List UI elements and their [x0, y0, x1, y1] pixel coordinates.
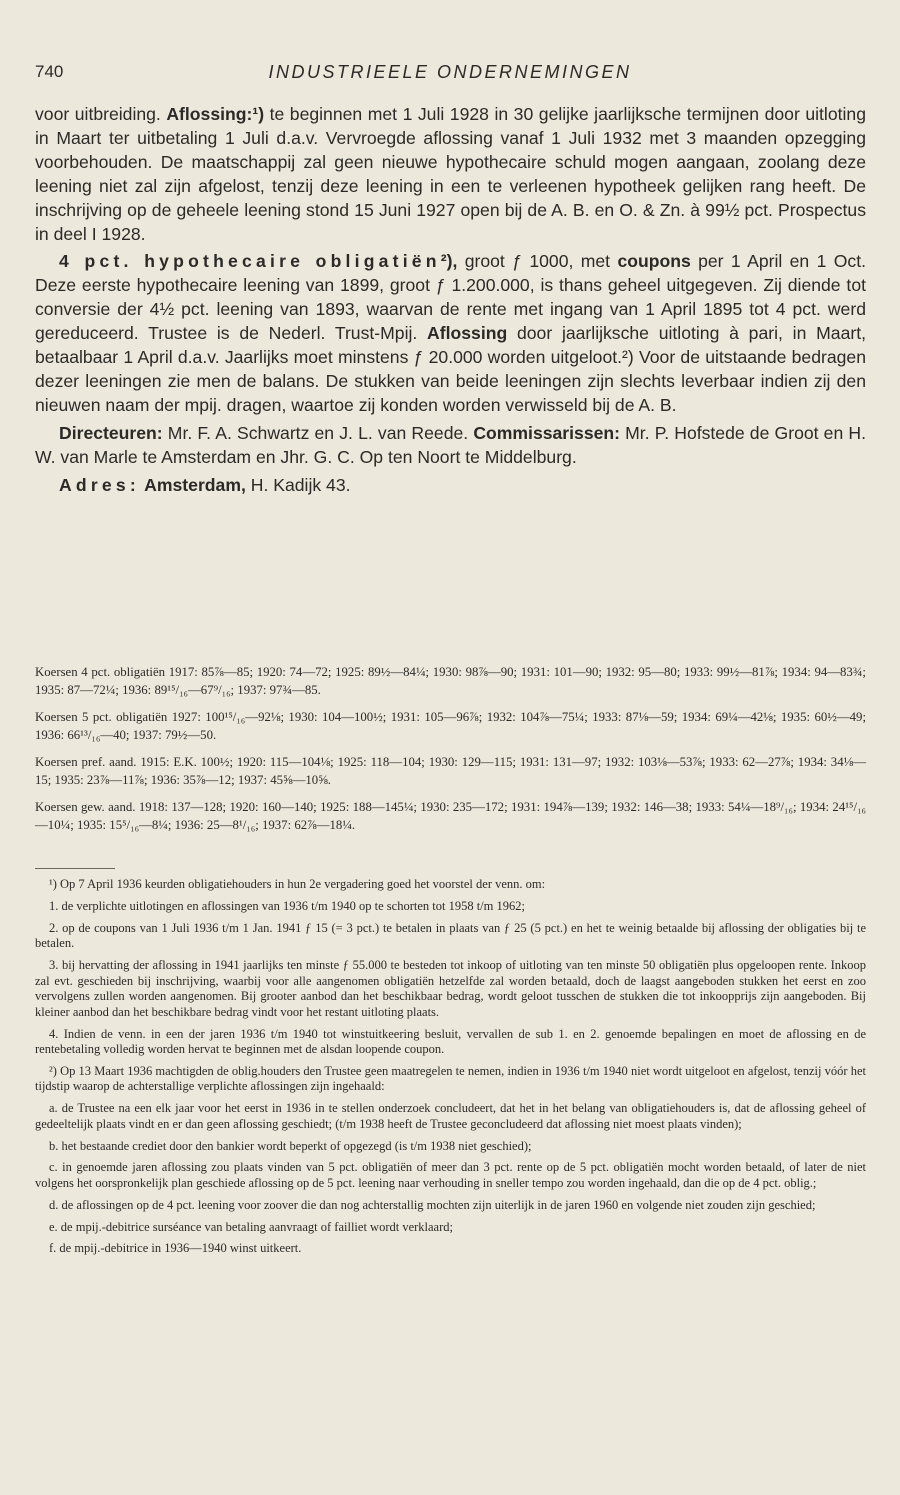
bold-run: Amsterdam,: [139, 474, 246, 495]
text-run: Mr. P. Hofstede de Groot en H. W. van Marle te Amsterdam en Jhr. G. C. Op ten Noort te Middelburg.: [35, 422, 867, 467]
text-run: door jaarlijksche uitloting à pari, in Maart, betaalbaar 1 April d.a.v. Jaarlijks moet minstens ƒ 20.000 worden uitgeloot.²) Voor de uitstaande bedragen dezer leeningen zie men de balans. De stukken van beide leeningen zijn slechts leverbaar indien zij den nieuwen naam der mpij. dragen, waartoe zij konden worden verwisseld bij de A. B.: [35, 323, 866, 415]
footnote: ¹) Op 7 April 1936 keurden obligatiehouders in hun 2e vergadering goed het voorstel der venn. om:: [49, 877, 546, 891]
spaced-heading: 4 pct. hypothecaire obligatiën: [59, 251, 441, 272]
koersen-line: Koersen 5 pct. obligatiën 1927: 100¹⁵/₁₆—92⅛; 1930: 104—100½; 1931: 105—96⅞; 1932: 104⅞—75¼; 1933: 87⅛—59; 1934: 69¼—42⅛; 1935: 60½—49; 1936: 66¹³/₁₆—40; 1937: 79½—50.: [35, 710, 866, 742]
bold-run: Directeuren:: [59, 422, 163, 443]
footnote: 1. de verplichte uitlotingen en aflossingen van 1936 t/m 1940 op te schorten tot 1958 t/m 1962;: [49, 898, 525, 913]
paragraph-directeuren: [35, 422, 866, 470]
body-text: [35, 103, 866, 498]
spaced-heading: Adres:: [59, 474, 140, 495]
running-title: INDUSTRIEELE ONDERNEMINGEN: [268, 62, 632, 82]
paragraph-obligaties: [35, 250, 866, 417]
footnote: d. de aflossingen op de 4 pct. leening voor zoover die dan nog achterstallig mochten zijn uiterlijk in de jaren 1960 en volgende niet zouden zijn geschied;: [49, 1197, 816, 1212]
paragraph-adres: [35, 474, 866, 498]
footnote: 3. bij hervatting der aflossing in 1941 jaarlijks ten minste ƒ 55.000 te besteden tot inkoop of uitloting van ten minste 50 obligatiën plus opgeloopen rente. Inkoop zal evt. geschieden bij inschrijving, waarbij voor alle aangenomen obligatiën hetzelfde zal worden betaald, doch de laagst aangeboden stukken het eerst en zoo vervolgens zullen worden aangenomen. Bij grooter aanbod dan het beschikbaar bedrag, wordt geloot tusschen de stukken die tot inkoopprijs zijn aangeboden. Bij kleiner aanbod dan het beschikbare bedrag vindt voor het restant uitloting plaats.: [35, 957, 866, 1019]
bold-run: Aflossing: [427, 323, 508, 344]
footnote: 4. Indien de venn. in een der jaren 1936 t/m 1940 tot winstuitkeering besluit, vervallen de sub 1. en 2. genoemde bepalingen en moet de aflossing en de rentebetaling volledig worden hervat te beginnen met de alsdan loopende coupon.: [35, 1026, 866, 1057]
koersen-block: [35, 664, 866, 844]
bold-run: ²),: [440, 251, 458, 272]
running-header: [35, 62, 865, 86]
text-run: te beginnen met 1 Juli 1928 in 30 gelijke jaarlijksche termijnen door uitloting in Maart ter uitbetaling 1 Juli d.a.v. Vervroegde aflossing vanaf 1 Juli 1932 met 3 maanden opzegging voorbehouden. De maatschappij zal geen nieuwe hypothecaire schuld mogen aangaan, zoolang deze leening niet zal zijn afgelost, tenzij deze leening in een te verleenen hypotheek gelijken rang heeft. De inschrijving op de geheele leening stond 15 Juni 1927 open bij de A. B. en O. & Zn. à 99½ pct. Prospectus in deel I 1928.: [35, 104, 866, 244]
text-run: voor uitbreiding.: [35, 104, 167, 124]
footnote: e. de mpij.-debitrice surséance van betaling aanvraagt of failliet wordt verklaard;: [49, 1219, 453, 1234]
footnote: a. de Trustee na een elk jaar voor het eerst in 1936 in te stellen onderzoek concludeert, dat het in het belang van obligatiehouders is, dat de aflossing geheel of gedeeltelijk plaats vindt en er dan geen aflossing geschiedt; (t/m 1938 heeft de Trustee geconcludeerd dat aflossing niet moest plaats vinden);: [35, 1101, 866, 1131]
footnote: 2. op de coupons van 1 Juli 1936 t/m 1 Jan. 1941 ƒ 15 (= 3 pct.) te betalen in plaats van ƒ 25 (5 pct.) en het te weinig betaalde bij aflossing der obligaties bij te betalen.: [35, 920, 866, 951]
footnote: c. in genoemde jaren aflossing zou plaats vinden van 5 pct. obligatiën of meer dan 3 pct. rente op de 5 pct. obligatiën mocht worden betaald, of later de niet volgens het oorspronkelijk plan geschiede aflossing op de 5 pct. leening naar verhouding in sneller tempo zou worden ingehaald, dan die op de 4 pct. oblig.;: [35, 1160, 866, 1190]
koersen-line: Koersen gew. aand. 1918: 137—128; 1920: 160—140; 1925: 188—145¼; 1930: 235—172; 1931: 194⅞—139; 1932: 146—38; 1933: 54¼—18⁹/₁₆; 1934: 24¹⁵/₁₆—10¼; 1935: 15⁵/₁₆—8¼; 1936: 25—8¹/₁₆; 1937: 62⅞—18¼.: [35, 800, 866, 832]
text-run: H. Kadijk 43.: [245, 474, 351, 495]
text-run: Mr. F. A. Schwartz en J. L. van Reede.: [162, 422, 474, 443]
footnote: ²) Op 13 Maart 1936 machtigden de oblig.houders den Trustee geen maatregelen te nemen, indien in 1936 t/m 1940 niet wordt uitgeloot en afgelost, tenzij vóór het tijdstip waarop de achterstallige verplichte aflossingen zijn ingehaald:: [35, 1063, 866, 1094]
footnote: b. het bestaande crediet door den bankier wordt beperkt of opgezegd (is t/m 1938 niet geschied);: [49, 1138, 532, 1153]
bold-run: coupons: [617, 251, 691, 272]
text-run: per 1 April en 1 Oct. Deze eerste hypothecaire leening van 1899, groot ƒ 1.200.000, is thans geheel uitgegeven. Zij diende tot conversie der 4½ pct. leening van 1893, waarvan de rente met ingang van 1 April 1895 tot 4 pct. werd gereduceerd. Trustee is de Nederl. Trust-Mpij.: [35, 251, 866, 344]
bold-run: Aflossing:¹): [166, 104, 265, 124]
footnotes: [35, 877, 866, 1263]
koersen-line: Koersen 4 pct. obligatiën 1917: 85⅞—85; 1920: 74—72; 1925: 89½—84¼; 1930: 98⅞—90; 1931: 101—90; 1932: 95—80; 1933: 99½—81⅞; 1934: 94—83¾; 1935: 87—72¼; 1936: 89¹⁵/₁₆—67⁹/₁₆; 1937: 97¾—85.: [35, 665, 866, 697]
bold-run: Commissarissen:: [473, 422, 620, 443]
paragraph-aflossing: [35, 103, 866, 246]
footnote: f. de mpij.-debitrice in 1936—1940 winst uitkeert.: [49, 1241, 302, 1256]
text-run: groot ƒ 1000, met: [457, 251, 618, 272]
footnote-divider: [35, 868, 115, 869]
koersen-line: Koersen pref. aand. 1915: E.K. 100½; 1920: 115—104⅛; 1925: 118—104; 1930: 129—115; 1931: 131—97; 1932: 103⅛—53⅞; 1933: 62—27⅞; 1934: 34⅛—15; 1935: 23⅞—11⅞; 1936: 35⅞—12; 1937: 45⅝—10⅝.: [35, 755, 866, 787]
page-number: 740: [35, 62, 64, 81]
